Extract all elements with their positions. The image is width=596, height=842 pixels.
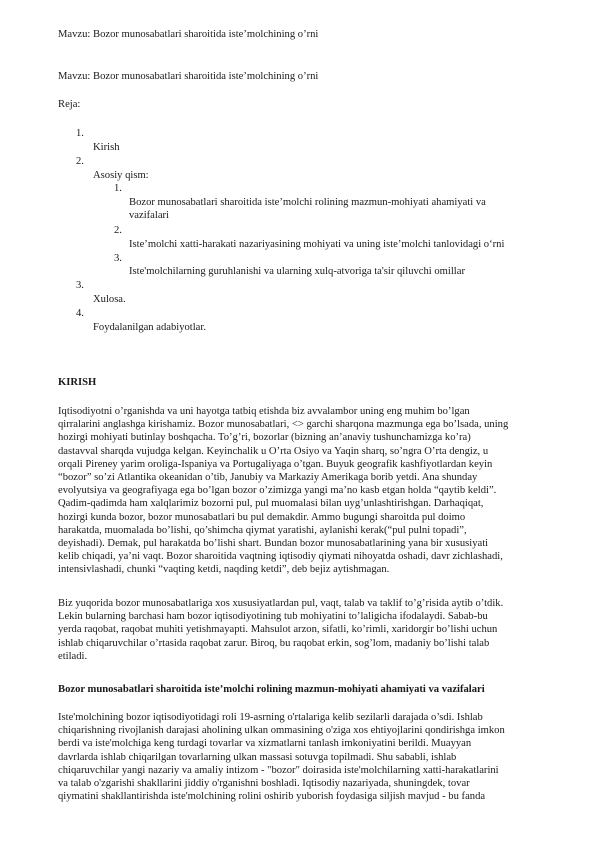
list-item: Iste’molchi xatti-harakati nazariyasining mohiyati va uning iste’molchi tanlovidagi o‘rni [129,239,505,250]
paragraph-line: chiqarishning rivojlanish darajasi aholining ulkan ommasining o'ziga xos ehtiyojlarini qondirishga imkon [58,725,505,737]
list-number: 1. [76,128,84,139]
list-item: Kirish [93,142,120,153]
paragraph-line: qirralarini anglashga kirishamiz. Bozor munosabatlari, <> garchi sharqona mazmunga ega bo’lsada, uning [58,419,509,431]
paragraph-line: va talab o'zgarishi shakllarini jiddiy o'rganishni boshladi. Iqtisodiy nazariyada, shuningdek, tovar [58,778,470,790]
list-number: 2. [76,156,84,167]
intro-paragraph-1 [58,405,546,577]
paragraph-line: intensivlashadi, chunki “vaqting ketdi, naqding ketdi”, deb bejiz aytishmagan. [58,564,390,576]
paragraph-line: hozirgi kunda bozor, bozor munosabatlari bu pul demakdir. Ammo bugungi sharoitda pul doimo [58,511,466,523]
paragraph-line: chiqaruvchilar yangi nazariy va amaliy intizom - "bozor" doirasida iste'molchilarning xatti-harakatlarini [58,764,499,776]
list-item: Iste'molchilarning guruhlanishi va ularning xulq-atvoriga ta'sir qiluvchi omillar [129,266,465,277]
paragraph-line: harakatda, muomalada bo’lishi, qo’shimcha qiymat yaratishi, aylanishi kerak(“pul pulni topadi”, [58,524,467,536]
paragraph-line: davrlarda ishlab chiqarilgan tovarlarning ulkan massasi sotuvga topilmadi. Shu sababli, ishlab [58,751,457,763]
intro-heading: KIRISH [58,377,97,388]
section-heading: Bozor munosabatlari sharoitida iste’molchi rolining mazmun-mohiyati ahamiyati va vazifalari [58,684,485,695]
paragraph-line: Iqtisodiyotni o’rganishda va uni hayotga tatbiq etishda biz avvalambor uning eng muhim bo’lgan [58,406,470,417]
paragraph-line: dastavval sharqda vujudga kelgan. Keyinchalik u O’rta Osiyo va Yaqin sharq, so’ngra O’rta dengiz, u [58,445,489,457]
paragraph-line: evolyutsiya va geografiyaga ega bo’lgan bozor o’zimizga yangi ma’no kasb etgan holda “qaytib keldi”. [58,485,497,497]
paragraph-line: Lekin bularning barchasi ham bozor iqtisodiyotining tub mohiyatini to’laligicha ifodalaydi. Sabab-bu [58,611,488,623]
paragraph-line: orqali Pireney yarim oroliga-Ispaniya va Portugaliyaga o’tgan. Buyuk geografik kashfiyotlardan keyin [58,458,493,470]
paragraph-line: qiymatini shakllantirishda iste'molchining rolini oshirib yuborish foydasiga siljish mavjud - bu fanda [58,791,486,803]
list-item: Bozor munosabatlari sharoitida iste’molchi rolining mazmun-mohiyati ahamiyati va [129,197,486,208]
paragraph-line: ishlab chiqaruvchilar o’rtasida raqobat zarur. Biroq, bu raqobat erkin, sog’lom, madaniy bo’lishi talab [58,637,490,649]
paragraph-line: “bozor” so’zi Atlantika okeanidan o’tib, Janubiy va Markaziy Amerikaga borib yetdi. Ana shunday [58,472,478,484]
paragraph-line: hozirgi mohiyati butinlay boshqacha. To’g’ri, bozorlar (bizning an’anaviy tushunchamizga ko’ra) [58,432,471,444]
list-item: Xulosa. [93,294,126,305]
header-title: Mavzu: Bozor munosabatlari sharoitida iste’molchining o’rni [58,29,319,40]
list-number: 2. [114,225,122,236]
list-item: vazifalari [129,210,169,221]
paragraph-line: etiladi. [58,650,88,662]
list-number: 1. [114,183,122,194]
paragraph-line: kelib chiqadi, ya’ni vaqt. Bozor sharoitida vaqtning iqtisodiy qiymati nihoyatda oshadi, davr zichlashadi, [58,551,503,563]
section-paragraph [58,711,546,803]
list-item: Asosiy qism: [93,170,149,181]
list-number: 4. [76,308,84,319]
paragraph-line: Biz yuqorida bozor munosabatlariga xos xususiyatlardan pul, vaqt, talab va taklif to’g’risida aytib o’tdik. [58,598,504,609]
paragraph-line: Qadim-qadimda ham xalqlarimiz bozorni pul, pul muomalasi bilan uyg’unlashtirishgan. Darhaqiqat, [58,498,484,510]
paragraph-line: Iste'molchining bozor iqtisodiyotidagi roli 19-asrning o'rtalariga kelib sezilarli darajada o’sdi. Ishlab [58,712,483,723]
document-title: Mavzu: Bozor munosabatlari sharoitida iste’molchining o’rni [58,71,319,82]
list-item: Foydalanilgan adabiyotlar. [93,322,206,333]
paragraph-line: yerda raqobat, raqobat muhiti yetishmayapti. Mahsulot arzon, sifatli, ko’rimli, xaridorgir bo’lishi uchun [58,624,498,636]
list-number: 3. [114,253,122,264]
intro-paragraph-2 [58,597,546,663]
paragraph-line: deyishadi). Demak, pul harakatda bo’lishi shart. Bundan bozor munosabatlarining yana bir xususiyati [58,538,489,550]
plan-label: Reja: [58,99,81,110]
paragraph-line: berdi va iste'molchiga keng turdagi tovarlar va xizmatlarni tanlash imkoniyatini berildi. Muayyan [58,738,472,750]
list-number: 3. [76,280,84,291]
